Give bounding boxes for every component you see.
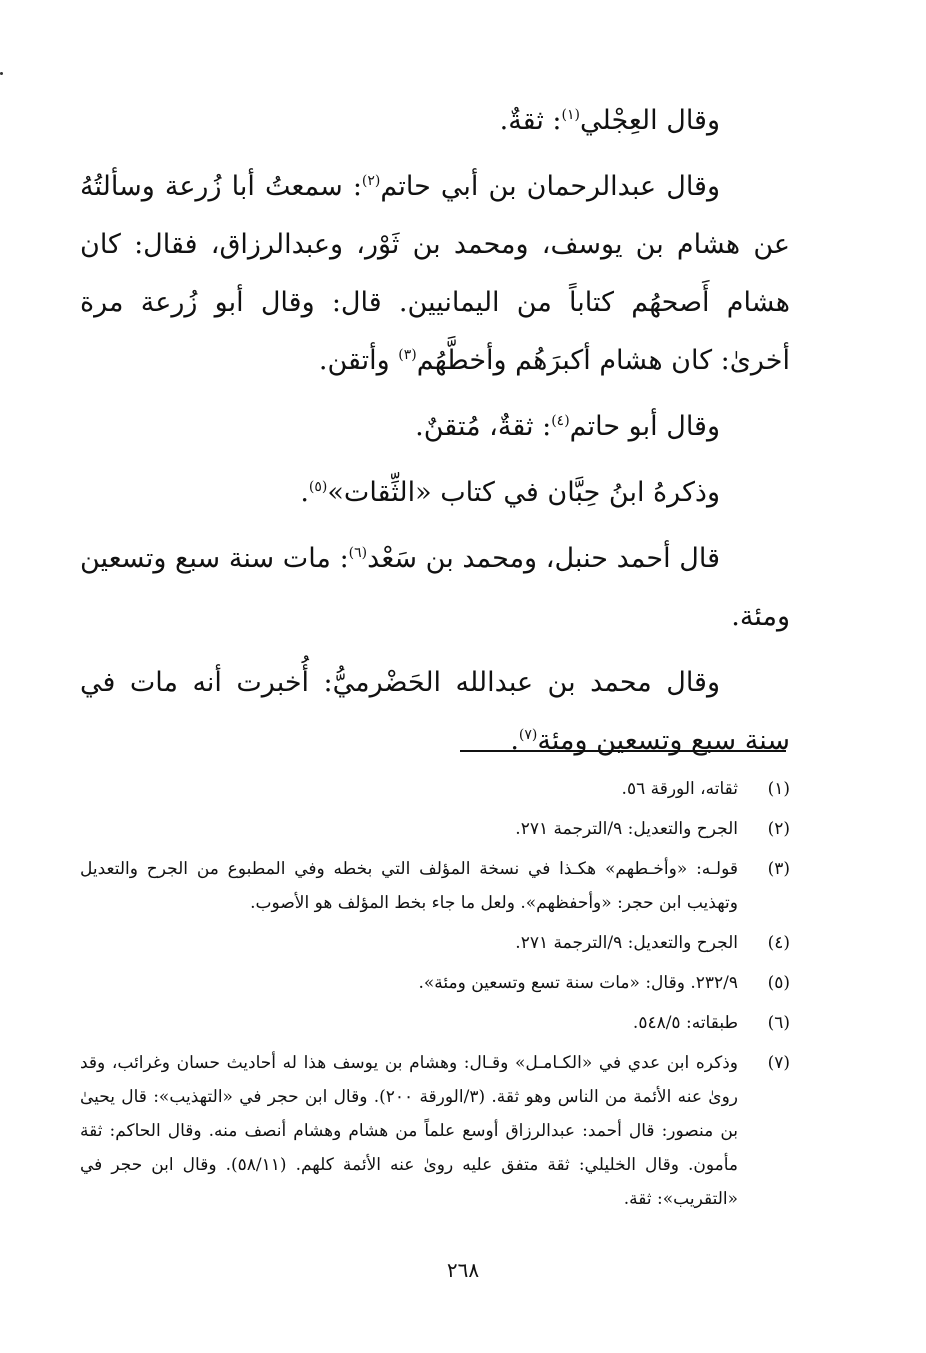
footnote-marker: (٥) (308, 479, 328, 495)
paragraph-tail: : ثقةٌ، مُتقنٌ. (415, 411, 552, 442)
footnote-separator (460, 750, 786, 752)
footnote-text: الجرح والتعديل: ٩/الترجمة ٢٧١. (515, 819, 738, 839)
paragraph-text: وقال عبدالرحمان بن أبي حاتم (380, 171, 720, 202)
footnote-item (80, 1046, 790, 1216)
footnote-item (80, 966, 790, 1000)
footnote-marker: (٤) (551, 413, 570, 429)
paragraph-text: وذكرهُ ابنُ حِبَّان في كتاب «الثِّقات» (327, 477, 720, 508)
paragraph-tail: وأتقن. (318, 345, 399, 376)
footnote-item (80, 812, 790, 846)
footnote-text: وذكره ابن عدي في «الكـامـل» وقـال: وهشام بن يوسف هذا له أحاديث حسان وغرائب، وقد روىٰ عنه الأئمة من الناس وهو ثقة. (٣/الورقة ٢٠٠). وقال ابن حجر في «التهذيب»: قال يحيىٰ بن منصور: قال أحمد: عبدالرزاق أوسع علماً من هشام وهشام أنصف منه. وقال الحاكم: ثقة مأمون. وقال الخليلي: ثقة متفق عليه روىٰ عنه الأئمة كلهم. (٥٨/١١). وقال ابن حجر في «التقريب»: ثقة. (80, 1053, 739, 1209)
footnote-item (80, 772, 790, 806)
footnote-marker: (٣) (398, 347, 417, 363)
footnote-number: (٣) (767, 859, 790, 879)
footnote-item (80, 1006, 790, 1040)
paragraph-tail: . (300, 477, 309, 508)
footnote-text: ٢٣٢/٩. وقال: «مات سنة تسع وتسعين ومئة». (418, 973, 738, 993)
paragraph-abu-hatim (80, 398, 790, 456)
footnote-number: (١) (767, 779, 790, 799)
paragraph-ibn-abi-hatim (80, 158, 790, 390)
paragraph-tail: . (510, 725, 519, 756)
main-text (80, 92, 790, 778)
footnote-text: طبقاته: ٥٤٨/٥. (632, 1013, 738, 1033)
paragraph-text: وقال أبو حاتم (569, 411, 720, 442)
footnote-item (80, 852, 790, 920)
footnote-number: (٢) (767, 819, 790, 839)
paragraph-ibn-hibban (80, 464, 790, 522)
footnote-marker: (٢) (361, 173, 381, 189)
footnote-text: قولـه: «وأخـطهم» هكـذا في نسخة المؤلف التي بخطه وفي المطبوع من الجرح والتعديل وتهذيب ابن حجر: «وأحفظهم». ولعل ما جاء بخط المؤلف هو الأصوب. (80, 859, 738, 913)
footnote-number: (٦) (767, 1013, 790, 1033)
paragraph-text: وقال محمد بن عبدالله الحَضْرميُّ: أُخبرت أنه مات في سنة سبع وتسعين ومئة (80, 667, 790, 756)
footnote-number: (٧) (767, 1053, 790, 1073)
footnotes (80, 772, 790, 1222)
footnote-marker: (٧) (518, 727, 538, 743)
paragraph-hadrami (80, 654, 790, 770)
page-number: ٢٦٨ (446, 1258, 480, 1282)
scan-speck (0, 72, 3, 75)
paragraph-text: وقال العِجْلي (580, 105, 720, 136)
footnote-item (80, 926, 790, 960)
paragraph-tail: : ثقةٌ. (499, 105, 562, 136)
paragraph-text: قال أحمد حنبل، ومحمد بن سَعْد (367, 543, 720, 574)
footnote-text: الجرح والتعديل: ٩/الترجمة ٢٧١. (515, 933, 738, 953)
paragraph-ahmad-hanbal (80, 530, 790, 646)
footnote-text: ثقاته، الورقة ٥٦. (621, 779, 738, 799)
footnote-number: (٤) (767, 933, 790, 953)
footnote-marker: (١) (561, 107, 580, 123)
paragraph-tail: : مات سنة سبع وتسعين ومئة. (80, 543, 790, 632)
footnote-number: (٥) (767, 973, 790, 993)
paragraph-tail: : سمعتُ أبا زُرعة وسألتُهُ عن هشام بن يوسف، ومحمد بن ثَوْر، وعبدالرزاق، فقال: كان هشام أَصحهُم كتاباً من اليمانيين. قال: وقال أبو زُرعة مرة أخرىٰ: كان هشام أكبرَهُم وأخطَّهُم (80, 171, 790, 376)
footnote-marker: (٦) (348, 545, 368, 561)
paragraph-ijli (80, 92, 790, 150)
